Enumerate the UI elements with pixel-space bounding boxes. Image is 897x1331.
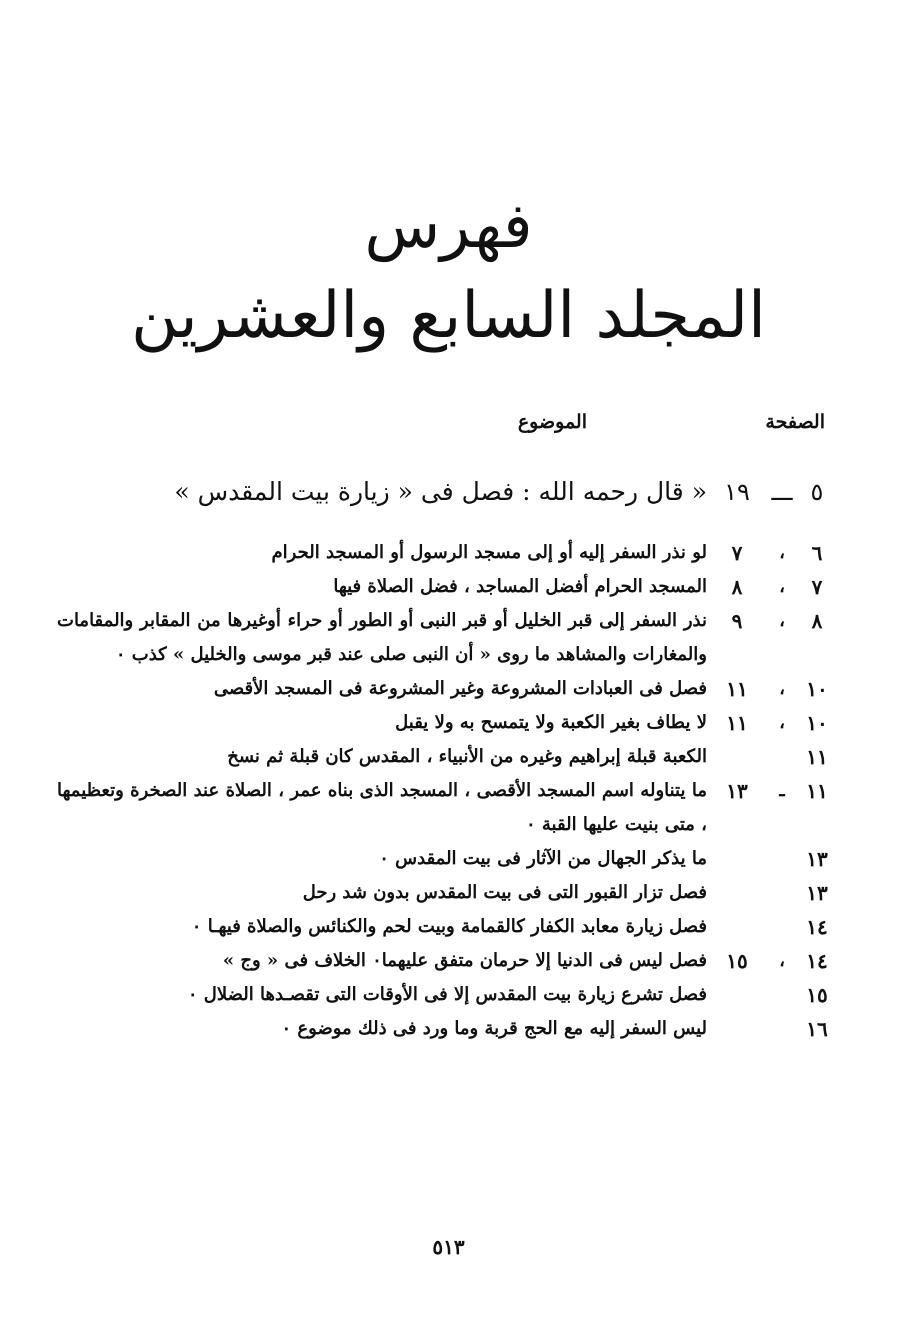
topic-column-header: الموضوع — [517, 411, 587, 433]
entry-ref-page: ٨ — [731, 575, 743, 599]
index-entry — [57, 842, 837, 876]
volume-title: المجلد السابع والعشرين — [131, 279, 766, 353]
entry-ref-page: ١٣ — [726, 779, 748, 803]
entry-page: ١٦ — [806, 1017, 828, 1041]
entry-separator: ، — [779, 712, 785, 733]
entry-text: المسجد الحرام أفضل المساجد ، فضل الصلاة فيها — [333, 576, 707, 597]
entry-page: ١١ — [806, 779, 828, 803]
entry-page: ١٣ — [806, 881, 828, 905]
entry-page: ٥ — [810, 478, 824, 506]
index-entry — [57, 470, 837, 514]
entry-text: لو نذر السفر إليه أو إلى مسجد الرسول أو المسجد الحرام — [271, 542, 707, 563]
entry-text: ما يتناوله اسم المسجد الأقصى ، المسجد الذى بناه عمر ، الصلاة عند الصخرة وتعظيمها ، متى بنيت عليها القبة ٠ — [57, 780, 707, 835]
entry-page: ١٤ — [806, 949, 828, 973]
entry-page: ٦ — [811, 541, 823, 565]
entry-separator: ، — [779, 950, 785, 971]
entry-ref-page: ١١ — [726, 711, 748, 735]
entry-separator: ، — [779, 678, 785, 699]
page-number: ٥١٣ — [432, 1235, 465, 1259]
entry-page: ١٠ — [806, 677, 828, 701]
entry-text: ليس السفر إليه مع الحج قربة وما ورد فى ذلك موضوع ٠ — [281, 1018, 707, 1039]
index-entry — [57, 672, 837, 706]
page-column-header: الصفحة — [765, 411, 825, 433]
index-entry — [57, 910, 837, 944]
entry-text: فصل فى العبادات المشروعة وغير المشروعة فى المسجد الأقصى — [213, 678, 707, 699]
index-entry — [57, 570, 837, 604]
entry-separator: ، — [779, 610, 785, 631]
entry-page: ١٠ — [806, 711, 828, 735]
index-entry — [57, 706, 837, 740]
index-entry — [57, 740, 837, 774]
entry-text: نذر السفر إلى قبر الخليل أو قبر النبى أو الطور أو حراء أوغيرها من المقابر والمقامات والمغارات والمشاهد ما روى « أن النبى صلى عند قبر موسى والخليل » كذب ٠ — [57, 610, 707, 665]
entry-page: ١٣ — [806, 847, 828, 871]
entry-text: ما يذكر الجهال من الآثار فى بيت المقدس ٠ — [379, 848, 707, 869]
entry-separator: ، — [779, 542, 785, 563]
index-entry — [57, 1012, 837, 1046]
entry-text: فصل تشرع زيارة بيت المقدس إلا فى الأوقات التى تقصـدها الضلال ٠ — [187, 984, 707, 1005]
index-entry — [57, 944, 837, 978]
entry-page: ٨ — [811, 609, 823, 633]
entry-page: ٧ — [811, 575, 823, 599]
entry-page: ١٤ — [806, 915, 828, 939]
entry-page: ١١ — [806, 745, 828, 769]
entry-ref-page: ١٥ — [726, 949, 748, 973]
entry-text: لا يطاف بغير الكعبة ولا يتمسح به ولا يقبل — [395, 712, 707, 733]
entry-separator: ـــ — [771, 478, 793, 506]
entry-text: الكعبة قبلة إبراهيم وغيره من الأنبياء ، المقدس كان قبلة ثم نسخ — [227, 746, 707, 767]
index-entries — [57, 470, 837, 1046]
entry-ref-page: ١٩ — [724, 478, 750, 506]
entry-text: « قال رحمه الله : فصل فى « زيارة بيت المقدس » — [174, 477, 707, 506]
index-entry — [57, 536, 837, 570]
entry-separator: ، — [779, 576, 785, 597]
index-entry — [57, 876, 837, 910]
entry-separator: ـ — [779, 780, 785, 801]
index-title: فهرس — [364, 189, 533, 262]
index-entry — [57, 604, 837, 672]
index-entry — [57, 774, 837, 842]
entry-ref-page: ٧ — [731, 541, 743, 565]
entry-text: فصل زيارة معابد الكفار كالقمامة وبيت لحم والكنائس والصلاة فيهـا ٠ — [191, 916, 707, 937]
entry-ref-page: ١١ — [726, 677, 748, 701]
index-entry — [57, 978, 837, 1012]
entry-text: فصل ليس فى الدنيا إلا حرمان متفق عليهما٠ الخلاف فى « وج » — [222, 950, 707, 971]
entry-text: فصل تزار القبور التى فى بيت المقدس بدون شد رحل — [302, 882, 707, 903]
entry-page: ١٥ — [806, 983, 828, 1007]
entry-ref-page: ٩ — [731, 609, 743, 633]
